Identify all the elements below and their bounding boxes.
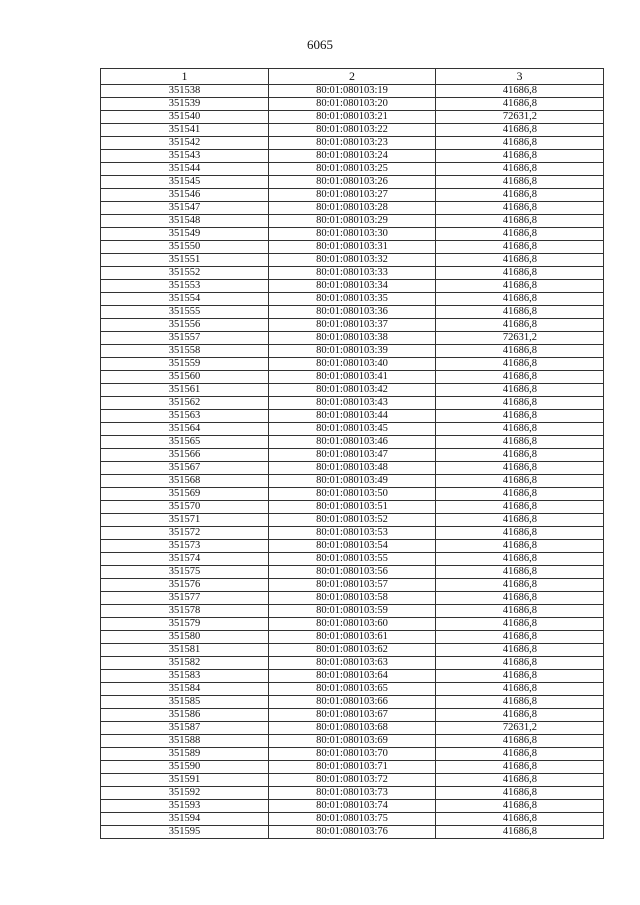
table-row	[101, 709, 604, 722]
cadastral-number-cell: 80:01:080103:63	[269, 657, 436, 670]
cadastral-number-cell: 80:01:080103:54	[269, 540, 436, 553]
cadastral-number-cell: 80:01:080103:45	[269, 423, 436, 436]
table-row	[101, 332, 604, 345]
row-number-cell: 351589	[101, 748, 269, 761]
table-row	[101, 241, 604, 254]
table-row	[101, 774, 604, 787]
cadastral-number-cell: 80:01:080103:74	[269, 800, 436, 813]
row-number-cell: 351556	[101, 319, 269, 332]
row-number-cell: 351538	[101, 85, 269, 98]
row-number-cell: 351539	[101, 98, 269, 111]
value-cell: 41686,8	[436, 592, 604, 605]
row-number-cell: 351584	[101, 683, 269, 696]
table-row	[101, 605, 604, 618]
column-header-2: 2	[269, 69, 436, 85]
table-row	[101, 345, 604, 358]
value-cell: 41686,8	[436, 306, 604, 319]
table-row	[101, 566, 604, 579]
row-number-cell: 351574	[101, 553, 269, 566]
cadastral-number-cell: 80:01:080103:39	[269, 345, 436, 358]
row-number-cell: 351551	[101, 254, 269, 267]
cadastral-number-cell: 80:01:080103:49	[269, 475, 436, 488]
value-cell: 41686,8	[436, 579, 604, 592]
cadastral-number-cell: 80:01:080103:52	[269, 514, 436, 527]
cadastral-number-cell: 80:01:080103:60	[269, 618, 436, 631]
table-row	[101, 397, 604, 410]
table-row	[101, 98, 604, 111]
row-number-cell: 351550	[101, 241, 269, 254]
value-cell: 41686,8	[436, 657, 604, 670]
table-row	[101, 631, 604, 644]
value-cell: 41686,8	[436, 631, 604, 644]
table-row	[101, 501, 604, 514]
cadastral-number-cell: 80:01:080103:70	[269, 748, 436, 761]
table-header	[101, 69, 604, 85]
value-cell: 41686,8	[436, 85, 604, 98]
row-number-cell: 351552	[101, 267, 269, 280]
cadastral-number-cell: 80:01:080103:56	[269, 566, 436, 579]
cadastral-number-cell: 80:01:080103:51	[269, 501, 436, 514]
value-cell: 41686,8	[436, 436, 604, 449]
row-number-cell: 351543	[101, 150, 269, 163]
row-number-cell: 351593	[101, 800, 269, 813]
cadastral-number-cell: 80:01:080103:35	[269, 293, 436, 306]
row-number-cell: 351588	[101, 735, 269, 748]
row-number-cell: 351580	[101, 631, 269, 644]
table-row	[101, 85, 604, 98]
cadastral-number-cell: 80:01:080103:24	[269, 150, 436, 163]
value-cell: 41686,8	[436, 683, 604, 696]
value-cell: 41686,8	[436, 176, 604, 189]
value-cell: 41686,8	[436, 566, 604, 579]
table-row	[101, 683, 604, 696]
value-cell: 41686,8	[436, 787, 604, 800]
row-number-cell: 351549	[101, 228, 269, 241]
data-table	[100, 68, 604, 839]
value-cell: 72631,2	[436, 111, 604, 124]
row-number-cell: 351563	[101, 410, 269, 423]
row-number-cell: 351562	[101, 397, 269, 410]
value-cell: 41686,8	[436, 137, 604, 150]
value-cell: 41686,8	[436, 462, 604, 475]
value-cell: 41686,8	[436, 488, 604, 501]
row-number-cell: 351586	[101, 709, 269, 722]
table-row	[101, 423, 604, 436]
value-cell: 41686,8	[436, 618, 604, 631]
row-number-cell: 351558	[101, 345, 269, 358]
cadastral-number-cell: 80:01:080103:68	[269, 722, 436, 735]
table-row	[101, 813, 604, 826]
table-row	[101, 696, 604, 709]
value-cell: 41686,8	[436, 709, 604, 722]
table-row	[101, 514, 604, 527]
cadastral-number-cell: 80:01:080103:50	[269, 488, 436, 501]
row-number-cell: 351571	[101, 514, 269, 527]
value-cell: 41686,8	[436, 280, 604, 293]
row-number-cell: 351577	[101, 592, 269, 605]
row-number-cell: 351540	[101, 111, 269, 124]
value-cell: 41686,8	[436, 319, 604, 332]
cadastral-number-cell: 80:01:080103:46	[269, 436, 436, 449]
table-row	[101, 150, 604, 163]
cadastral-number-cell: 80:01:080103:33	[269, 267, 436, 280]
value-cell: 41686,8	[436, 449, 604, 462]
cadastral-number-cell: 80:01:080103:21	[269, 111, 436, 124]
row-number-cell: 351587	[101, 722, 269, 735]
value-cell: 41686,8	[436, 761, 604, 774]
table-row	[101, 137, 604, 150]
cadastral-number-cell: 80:01:080103:71	[269, 761, 436, 774]
page-number: 6065	[307, 37, 333, 52]
cadastral-number-cell: 80:01:080103:65	[269, 683, 436, 696]
table-row	[101, 579, 604, 592]
table-row	[101, 371, 604, 384]
table-row	[101, 228, 604, 241]
cadastral-number-cell: 80:01:080103:48	[269, 462, 436, 475]
table-row	[101, 280, 604, 293]
row-number-cell: 351564	[101, 423, 269, 436]
row-number-cell: 351591	[101, 774, 269, 787]
value-cell: 41686,8	[436, 826, 604, 839]
row-number-cell: 351553	[101, 280, 269, 293]
row-number-cell: 351566	[101, 449, 269, 462]
row-number-cell: 351595	[101, 826, 269, 839]
cadastral-number-cell: 80:01:080103:32	[269, 254, 436, 267]
row-number-cell: 351567	[101, 462, 269, 475]
cadastral-number-cell: 80:01:080103:42	[269, 384, 436, 397]
cadastral-number-cell: 80:01:080103:38	[269, 332, 436, 345]
table-row	[101, 384, 604, 397]
value-cell: 41686,8	[436, 150, 604, 163]
value-cell: 41686,8	[436, 202, 604, 215]
value-cell: 41686,8	[436, 527, 604, 540]
table-row	[101, 202, 604, 215]
value-cell: 41686,8	[436, 774, 604, 787]
value-cell: 41686,8	[436, 163, 604, 176]
row-number-cell: 351575	[101, 566, 269, 579]
table-row	[101, 553, 604, 566]
cadastral-number-cell: 80:01:080103:36	[269, 306, 436, 319]
value-cell: 41686,8	[436, 644, 604, 657]
cadastral-number-cell: 80:01:080103:25	[269, 163, 436, 176]
row-number-cell: 351565	[101, 436, 269, 449]
row-number-cell: 351545	[101, 176, 269, 189]
value-cell: 41686,8	[436, 410, 604, 423]
row-number-cell: 351582	[101, 657, 269, 670]
table-row	[101, 644, 604, 657]
table-row	[101, 189, 604, 202]
row-number-cell: 351559	[101, 358, 269, 371]
value-cell: 41686,8	[436, 670, 604, 683]
table-row	[101, 462, 604, 475]
cadastral-number-cell: 80:01:080103:23	[269, 137, 436, 150]
row-number-cell: 351592	[101, 787, 269, 800]
cadastral-number-cell: 80:01:080103:47	[269, 449, 436, 462]
cadastral-number-cell: 80:01:080103:31	[269, 241, 436, 254]
row-number-cell: 351557	[101, 332, 269, 345]
row-number-cell: 351548	[101, 215, 269, 228]
value-cell: 41686,8	[436, 553, 604, 566]
cadastral-number-cell: 80:01:080103:69	[269, 735, 436, 748]
table-body	[101, 85, 604, 839]
table-row	[101, 735, 604, 748]
row-number-cell: 351569	[101, 488, 269, 501]
value-cell: 41686,8	[436, 475, 604, 488]
table-row	[101, 488, 604, 501]
row-number-cell: 351561	[101, 384, 269, 397]
table-row	[101, 267, 604, 280]
row-number-cell: 351568	[101, 475, 269, 488]
table-row	[101, 475, 604, 488]
cadastral-number-cell: 80:01:080103:29	[269, 215, 436, 228]
value-cell: 41686,8	[436, 696, 604, 709]
cadastral-number-cell: 80:01:080103:64	[269, 670, 436, 683]
row-number-cell: 351555	[101, 306, 269, 319]
cadastral-number-cell: 80:01:080103:62	[269, 644, 436, 657]
cadastral-number-cell: 80:01:080103:73	[269, 787, 436, 800]
row-number-cell: 351578	[101, 605, 269, 618]
value-cell: 41686,8	[436, 540, 604, 553]
cadastral-number-cell: 80:01:080103:57	[269, 579, 436, 592]
table-row	[101, 787, 604, 800]
row-number-cell: 351573	[101, 540, 269, 553]
cadastral-number-cell: 80:01:080103:75	[269, 813, 436, 826]
table-row	[101, 124, 604, 137]
row-number-cell: 351547	[101, 202, 269, 215]
value-cell: 41686,8	[436, 254, 604, 267]
cadastral-number-cell: 80:01:080103:26	[269, 176, 436, 189]
value-cell: 41686,8	[436, 293, 604, 306]
cadastral-number-cell: 80:01:080103:20	[269, 98, 436, 111]
table-row	[101, 540, 604, 553]
row-number-cell: 351576	[101, 579, 269, 592]
cadastral-number-cell: 80:01:080103:44	[269, 410, 436, 423]
table-row	[101, 826, 604, 839]
cadastral-number-cell: 80:01:080103:66	[269, 696, 436, 709]
table-row	[101, 618, 604, 631]
table-row	[101, 319, 604, 332]
table-row	[101, 410, 604, 423]
value-cell: 41686,8	[436, 384, 604, 397]
table-row	[101, 111, 604, 124]
table-row	[101, 176, 604, 189]
value-cell: 41686,8	[436, 514, 604, 527]
value-cell: 41686,8	[436, 813, 604, 826]
column-header-3: 3	[436, 69, 604, 85]
row-number-cell: 351546	[101, 189, 269, 202]
value-cell: 41686,8	[436, 397, 604, 410]
cadastral-number-cell: 80:01:080103:22	[269, 124, 436, 137]
cadastral-number-cell: 80:01:080103:43	[269, 397, 436, 410]
row-number-cell: 351579	[101, 618, 269, 631]
table-row	[101, 722, 604, 735]
value-cell: 41686,8	[436, 423, 604, 436]
row-number-cell: 351581	[101, 644, 269, 657]
table-row	[101, 358, 604, 371]
cadastral-number-cell: 80:01:080103:30	[269, 228, 436, 241]
value-cell: 41686,8	[436, 371, 604, 384]
table-row	[101, 254, 604, 267]
table-row	[101, 527, 604, 540]
row-number-cell: 351572	[101, 527, 269, 540]
cadastral-number-cell: 80:01:080103:27	[269, 189, 436, 202]
row-number-cell: 351560	[101, 371, 269, 384]
value-cell: 41686,8	[436, 800, 604, 813]
value-cell: 41686,8	[436, 267, 604, 280]
value-cell: 41686,8	[436, 241, 604, 254]
cadastral-number-cell: 80:01:080103:76	[269, 826, 436, 839]
cadastral-number-cell: 80:01:080103:19	[269, 85, 436, 98]
cadastral-number-cell: 80:01:080103:40	[269, 358, 436, 371]
value-cell: 41686,8	[436, 748, 604, 761]
table-row	[101, 449, 604, 462]
row-number-cell: 351585	[101, 696, 269, 709]
column-header-1: 1	[101, 69, 269, 85]
table-row	[101, 215, 604, 228]
row-number-cell: 351583	[101, 670, 269, 683]
cadastral-number-cell: 80:01:080103:34	[269, 280, 436, 293]
value-cell: 72631,2	[436, 722, 604, 735]
cadastral-number-cell: 80:01:080103:58	[269, 592, 436, 605]
row-number-cell: 351554	[101, 293, 269, 306]
row-number-cell: 351590	[101, 761, 269, 774]
cadastral-number-cell: 80:01:080103:55	[269, 553, 436, 566]
table-row	[101, 657, 604, 670]
cadastral-number-cell: 80:01:080103:37	[269, 319, 436, 332]
table-row	[101, 592, 604, 605]
value-cell: 41686,8	[436, 605, 604, 618]
row-number-cell: 351541	[101, 124, 269, 137]
cadastral-number-cell: 80:01:080103:61	[269, 631, 436, 644]
value-cell: 41686,8	[436, 215, 604, 228]
table-row	[101, 670, 604, 683]
value-cell: 41686,8	[436, 345, 604, 358]
value-cell: 41686,8	[436, 124, 604, 137]
table-row	[101, 800, 604, 813]
row-number-cell: 351542	[101, 137, 269, 150]
table-row	[101, 293, 604, 306]
row-number-cell: 351594	[101, 813, 269, 826]
row-number-cell: 351570	[101, 501, 269, 514]
value-cell: 72631,2	[436, 332, 604, 345]
cadastral-number-cell: 80:01:080103:72	[269, 774, 436, 787]
table-row	[101, 748, 604, 761]
table-row	[101, 436, 604, 449]
value-cell: 41686,8	[436, 501, 604, 514]
row-number-cell: 351544	[101, 163, 269, 176]
cadastral-number-cell: 80:01:080103:41	[269, 371, 436, 384]
cadastral-number-cell: 80:01:080103:67	[269, 709, 436, 722]
cadastral-number-cell: 80:01:080103:53	[269, 527, 436, 540]
value-cell: 41686,8	[436, 358, 604, 371]
cadastral-number-cell: 80:01:080103:28	[269, 202, 436, 215]
table-row	[101, 761, 604, 774]
table-row	[101, 306, 604, 319]
table-row	[101, 163, 604, 176]
cadastral-number-cell: 80:01:080103:59	[269, 605, 436, 618]
value-cell: 41686,8	[436, 189, 604, 202]
header-row	[101, 69, 604, 85]
value-cell: 41686,8	[436, 228, 604, 241]
value-cell: 41686,8	[436, 735, 604, 748]
value-cell: 41686,8	[436, 98, 604, 111]
